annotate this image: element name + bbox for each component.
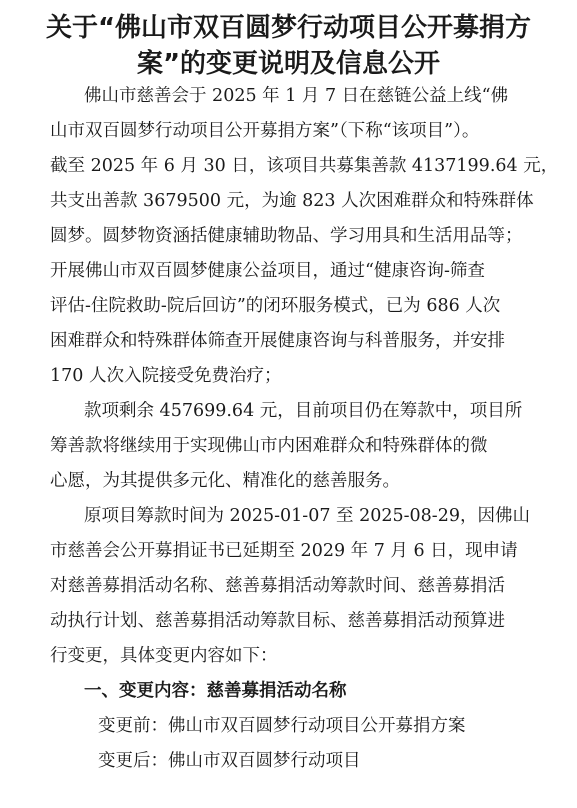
paragraph-2-line-2: 筹善款将继续用于实现佛山市内困难群众和特殊群体的微 [50, 436, 488, 456]
paragraph-1-line-4: 共支出善款 3679500 元，为逾 823 人次困难群众和特殊群体 [50, 191, 534, 211]
paragraph-1-line-1: 佛山市慈善会于 2025 年 1 月 7 日在慈链公益上线“佛 [84, 86, 509, 106]
document-title-line-1: 关于“佛山市双百圆梦行动项目公开募捐方 [45, 13, 532, 43]
paragraph-3-line-4: 动执行计划、慈善募捐活动筹款目标、慈善募捐活动预算进 [50, 611, 505, 631]
paragraph-3-line-2: 市慈善会公开募捐证书已延期至 2029 年 7 月 6 日，现申请 [50, 541, 518, 561]
paragraph-1-line-6: 开展佛山市双百圆梦健康公益项目，通过“健康咨询-筛查 [50, 261, 485, 281]
paragraph-1-line-3: 截至 2025 年 6 月 30 日，该项目共募集善款 4137199.64 元， [50, 156, 559, 176]
section-heading: 一、变更内容：慈善募捐活动名称 [84, 681, 347, 701]
paragraph-1-line-8: 困难群众和特殊群体筛查开展健康咨询与科普服务，并安排 [50, 331, 505, 351]
paragraph-1-line-9: 170 人次入院接受免费治疗； [50, 366, 282, 386]
paragraph-3-line-1: 原项目筹款时间为 2025-01-07 至 2025-08-29，因佛山 [84, 506, 530, 526]
paragraph-3-line-3: 对慈善募捐活动名称、慈善募捐活动筹款时间、慈善募捐活 [50, 576, 505, 596]
paragraph-1-line-7: 评估-住院救助-院后回访”的闭环服务模式，已为 686 人次 [50, 296, 501, 316]
change-before-line: 变更前：佛山市双百圆梦行动项目公开募捐方案 [98, 716, 466, 736]
paragraph-1-line-2: 山市双百圆梦行动项目公开募捐方案”（下称“该项目”）。 [50, 121, 480, 141]
paragraph-2-line-1: 款项剩余 457699.64 元，目前项目仍在筹款中，项目所 [84, 401, 523, 421]
paragraph-1-line-5: 圆梦。圆梦物资涵括健康辅助物品、学习用具和生活用品等； [50, 226, 523, 246]
change-after-line: 变更后：佛山市双百圆梦行动项目 [98, 751, 361, 771]
document-title-line-2: 案”的变更说明及信息公开 [136, 49, 441, 79]
paragraph-3-line-5: 行变更，具体变更内容如下： [50, 646, 278, 666]
paragraph-2-line-3: 心愿，为其提供多元化、精准化的慈善服务。 [50, 471, 400, 491]
